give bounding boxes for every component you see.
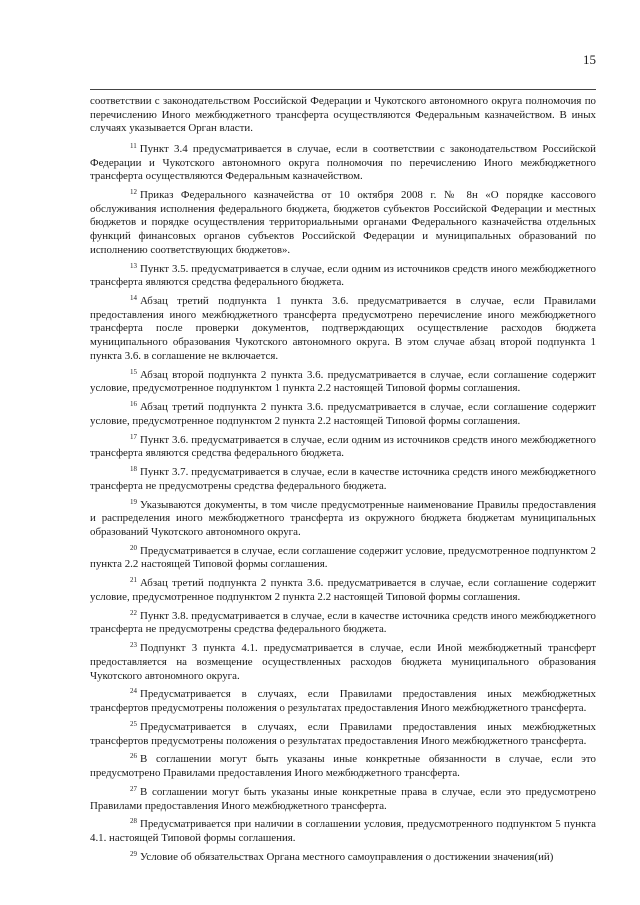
footnote-text: Пункт 3.5. предусматривается в случае, если одним из источников средств иного межбюджетного трансферта являются средства федерального бюджета. [90, 262, 596, 289]
footnote [90, 718, 596, 748]
footnote-text: В соглашении могут быть указаны иные конкретные обязанности в случае, если это предусмотрено Правилами предоставления Иного межбюджетного трансферта. [90, 753, 596, 780]
footnote-number: 13 [130, 261, 137, 270]
footnote [90, 607, 596, 637]
footnote-continuation: соответствии с законодательством Российской Федерации и Чукотского автономного округа полномочия по перечислению Иного межбюджетного трансферта осуществляются Федеральным казначейством. В иных случаях указывается Орган власти. [90, 95, 596, 135]
footnote-number: 21 [130, 576, 137, 585]
footnote-text: Абзац третий подпункта 2 пункта 3.6. предусматривается в случае, если соглашение содержит условие, предусмотренное подпунктом 2 пункта 2.2 настоящей Типовой формы соглашения. [90, 577, 596, 603]
page-number: 15 [583, 52, 596, 67]
footnote-number: 18 [130, 465, 137, 474]
footnote [90, 639, 596, 683]
footnote [90, 783, 596, 813]
footnote-number: 27 [130, 784, 137, 793]
footnote-number: 16 [130, 400, 137, 409]
footnote-number: 15 [130, 367, 137, 376]
footnote-list [90, 140, 596, 865]
footnote-number: 19 [130, 497, 137, 506]
footnote-text: Пункт 3.8. предусматривается в случае, если в качестве источника средств иного межбюджетного трансферта не предусмотрены средства федерального бюджета. [90, 609, 596, 636]
footnote-text: Предусматривается в случаях, если Правилами предоставления иных межбюджетных трансфертов предусмотрены положения о результатах предоставления Иного межбюджетного трансферта. [90, 688, 596, 715]
footnote-text: Приказ Федерального казначейства от 10 октября 2008 г. № 8н «О порядке кассового обслуживания исполнения федерального бюджета, бюджетов субъектов Российской Федерации и местных бюджетов и порядке осуществления территориальными органами Федерального казначейства отдельных функций финансовых органов субъектов Российской Федерации и муниципальных образований по исполнению соответствующих бюджетов». [90, 189, 596, 256]
footnote-text: Предусматривается при наличии в соглашении условия, предусмотренного подпунктом 5 пункта 4.1. настоящей Типовой формы соглашения. [90, 818, 596, 845]
footnote [90, 542, 596, 572]
footnote [90, 398, 596, 428]
footnote [90, 292, 596, 363]
footnote-number: 20 [130, 543, 137, 552]
footnote-text: Абзац второй подпункта 2 пункта 3.6. предусматривается в случае, если соглашение содержит условие, предусмотренное подпунктом 1 пункта 2.2 настоящей Типовой формы соглашения. [90, 368, 596, 395]
footnote-text: Абзац третий подпункта 2 пункта 3.6. предусматривается в случае, если соглашение содержит условие, предусмотренное подпунктом 2 пункта 2.2 настоящей Типовой формы соглашения. [90, 401, 596, 427]
footnote-number: 24 [130, 687, 137, 696]
footnote-number: 29 [130, 849, 137, 858]
footnote-text: Абзац третий подпункта 1 пункта 3.6. предусматривается в случае, если Правилами предоставления иного межбюджетного трансферта предусмотрено перечисление иного межбюджетного трансферта после проверки документов, подтверждающих осуществление расходов бюджета муниципального образования Чукотского автономного округа. В этом случае абзац второй подпункта 1 пункта 3.6. в соглашение не включается. [90, 295, 596, 362]
footnote-text: Указываются документы, в том числе предусмотренные наименование Правилы предоставления и распределения иного межбюджетного трансферта из окружного бюджета бюджетам муниципальных образований Чукотского автономного округа. [90, 498, 596, 538]
footnote-separator [90, 89, 596, 90]
footnote-text: Пункт 3.7. предусматривается в случае, если в качестве источника средств иного межбюджетного трансферта не предусмотрены средства федерального бюджета. [90, 466, 596, 492]
footnote [90, 496, 596, 540]
footnote [90, 574, 596, 604]
footnote-number: 28 [130, 817, 137, 826]
footnote-number: 26 [130, 752, 137, 761]
footnote-text: В соглашении могут быть указаны иные конкретные права в случае, если это предусмотрено Правилами предоставления Иного межбюджетного трансферта. [90, 785, 596, 812]
footnote [90, 463, 596, 493]
footnote-number: 22 [130, 608, 137, 617]
footnote [90, 140, 596, 184]
footnote [90, 366, 596, 396]
footnote [90, 750, 596, 780]
footnote-number: 23 [130, 641, 137, 650]
footnote-text: Подпункт 3 пункта 4.1. предусматривается в случае, если Иной межбюджетный трансферт предоставляется на возмещение осуществленных расходов бюджета муниципального образования Чукотского автономного округа. [90, 642, 596, 682]
footnote-number: 11 [130, 141, 137, 150]
footnote-number: 14 [130, 294, 137, 303]
footnote-text: Предусматривается в случаях, если Правилами предоставления иных межбюджетных трансфертов предусмотрены положения о результатах предоставления Иного межбюджетного трансферта. [90, 720, 596, 747]
footnote-number: 25 [130, 719, 137, 728]
footnotes-block [90, 95, 596, 867]
footnote [90, 431, 596, 461]
footnote-text: Пункт 3.4 предусматривается в случае, если в соответствии с законодательством Российской Федерации и Чукотского автономного округа полномочия по перечислению Иного межбюджетного трансферта осуществляются Федеральным казначейством. [90, 142, 596, 183]
footnote [90, 848, 596, 865]
footnote-text: Условие об обязательствах Органа местного самоуправления о достижении значения(ий) [140, 850, 554, 863]
footnote-text: Пункт 3.6. предусматривается в случае, если одним из источников средств иного межбюджетного трансферта являются средства федерального бюджета. [90, 433, 596, 460]
footnote [90, 186, 596, 257]
footnote-text: Предусматривается в случае, если соглашение содержит условие, предусмотренное подпунктом 2 пункта 2.2 настоящей Типовой формы соглашения. [90, 544, 596, 571]
footnote [90, 815, 596, 845]
footnote [90, 260, 596, 290]
footnote-number: 12 [130, 188, 137, 197]
footnote [90, 685, 596, 715]
footnote-number: 17 [130, 432, 137, 441]
